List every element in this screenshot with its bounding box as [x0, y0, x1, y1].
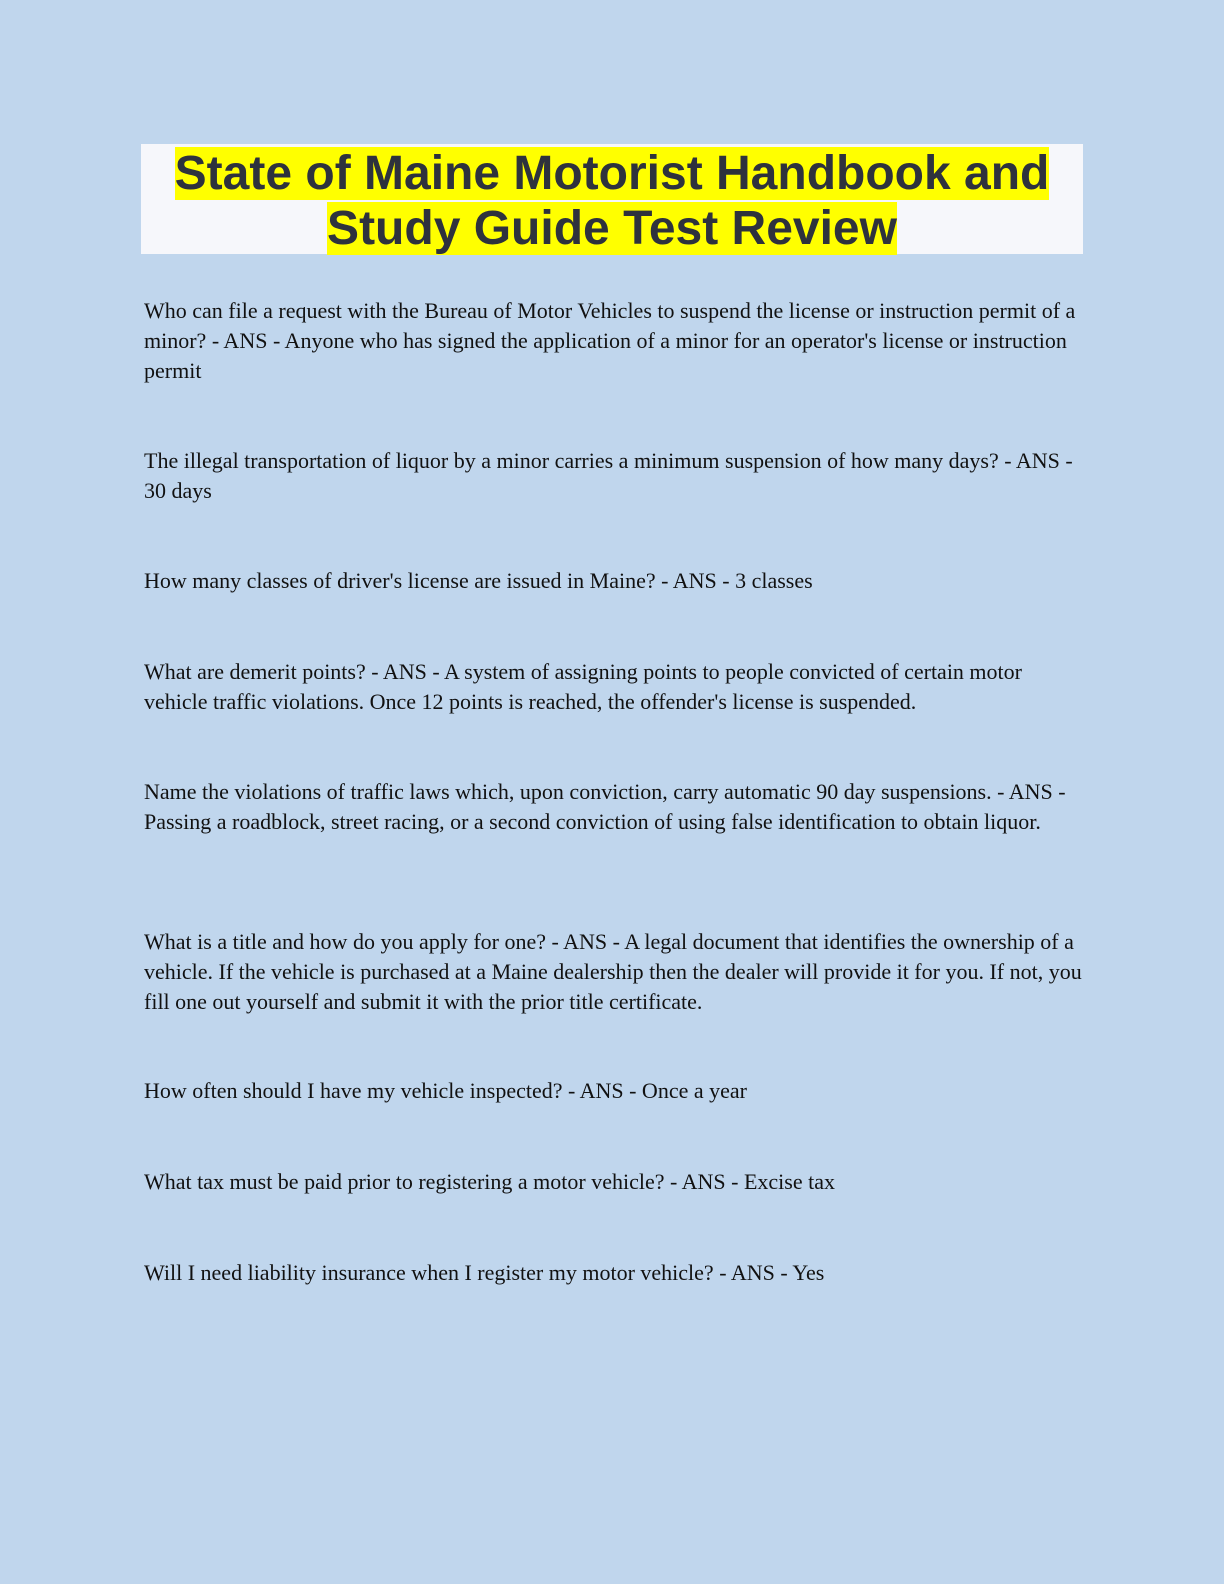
- qa-item-4: What are demerit points? - ANS - A system of assigning points to people convicted of certain motor vehicle traffic violations. Once 12 points is reached, the offender's license is suspended.: [144, 659, 1022, 714]
- qa-item-1: Who can file a request with the Bureau of Motor Vehicles to suspend the license or instruction permit of a minor? - ANS - Anyone who has signed the application of a minor for an operator's license or instruction permit: [144, 298, 1076, 383]
- title-box: [141, 144, 1083, 254]
- qa-item-9: Will I need liability insurance when I register my motor vehicle? - ANS - Yes: [144, 1260, 825, 1285]
- qa-item-3: How many classes of driver's license are issued in Maine? - ANS - 3 classes: [144, 568, 813, 593]
- qa-item-8: What tax must be paid prior to registering a motor vehicle? - ANS - Excise tax: [144, 1169, 835, 1194]
- qa-item-2: The illegal transportation of liquor by a minor carries a minimum suspension of how many days? - ANS - 30 days: [144, 448, 1073, 503]
- qa-item-7: How often should I have my vehicle inspected? - ANS - Once a year: [144, 1078, 747, 1103]
- qa-item-5: Name the violations of traffic laws which, upon conviction, carry automatic 90 day suspensions. - ANS - Passing a roadblock, street racing, or a second conviction of using false identification to obtain liquor.: [144, 779, 1066, 834]
- page-title: [141, 144, 1083, 256]
- qa-item-6: What is a title and how do you apply for one? - ANS - A legal document that identifies the ownership of a vehicle. If the vehicle is purchased at a Maine dealership then the dealer will provide it for you. If not, you fill one out yourself and submit it with the prior title certificate.: [144, 929, 1082, 1014]
- title-highlight: State of Maine Motorist Handbook and Study Guide Test Review: [174, 147, 1050, 255]
